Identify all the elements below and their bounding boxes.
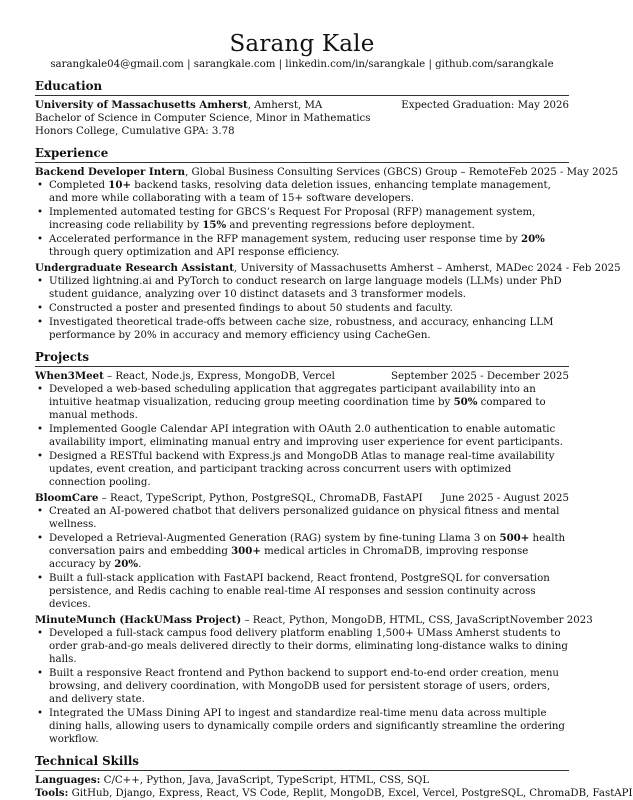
job-entry <box>35 262 621 342</box>
separator: | <box>275 59 286 70</box>
bullet-item <box>49 302 569 315</box>
job-title <box>35 166 508 179</box>
bullet-text: Integrated the UMass Dining API to ingest and standardize real-time menu data across multiple dining halls, allowing users to dynamically compile orders and significantly streamline the ordering workflow. <box>49 708 565 745</box>
candidate-name: Sarang Kale <box>229 31 375 57</box>
bullet-item <box>49 275 569 301</box>
section-title: Education <box>35 79 569 96</box>
bullet-text: backend tasks, resolving data deletion issues, enhancing template management, and more while collaborating with a team of 15+ software developers. <box>49 180 551 204</box>
job-name: Undergraduate Research Assistant <box>35 262 234 274</box>
job-date: Feb 2025 - May 2025 <box>508 167 619 178</box>
bullet-text: Developed a Retrieval-Augmented Generation (RAG) system by fine-tuning Llama 3 on <box>49 533 500 544</box>
school-name: University of Massachusetts Amherst <box>35 99 248 111</box>
bullet-text: Developed a web-based scheduling application that aggregates participant availability into an intuitive heatmap visualization, reducing group meeting coordination time by <box>49 384 536 408</box>
tools-line <box>35 787 633 800</box>
project-date: November 2023 <box>509 615 593 626</box>
project-detail: – React, TypeScript, Python, PostgreSQL, ChromaDB, FastAPI <box>98 493 423 504</box>
project-header <box>35 492 569 505</box>
github-link[interactable]: github.com/sarangkale <box>435 59 554 70</box>
bullet-text: Implemented automated testing for GBCS’s Request For Proposal (RFP) management system, increasing code reliability by <box>49 207 536 231</box>
project-entry <box>35 614 593 746</box>
job-title <box>35 262 513 275</box>
bullet-text: Completed <box>49 180 109 191</box>
tools-list: GitHub, Django, Express, React, VS Code, Replit, MongoDB, Excel, Vercel, PostgreSQL, ChromaDB, FastAPI <box>68 788 633 799</box>
projects-section <box>35 350 593 746</box>
bullet-highlight: 300+ <box>231 545 261 557</box>
bullet-item <box>49 572 569 611</box>
bullet-list <box>35 275 569 342</box>
project-title <box>35 614 510 627</box>
project-title <box>35 370 335 383</box>
degree: Bachelor of Science in Computer Science, Minor in Mathematics <box>35 113 371 124</box>
project-detail: – React, Python, MongoDB, HTML, CSS, JavaScript <box>241 615 510 626</box>
graduation-date: Expected Graduation: May 2026 <box>401 100 569 111</box>
school-location: , Amherst, MA <box>247 100 323 111</box>
project-entry <box>35 370 569 489</box>
experience-section <box>35 146 621 342</box>
bullet-item <box>49 627 569 666</box>
bullet-item <box>49 423 569 449</box>
project-detail: – React, Node.js, Express, MongoDB, Vercel <box>103 371 335 382</box>
bullet-list <box>35 627 569 746</box>
bullet-item <box>49 233 569 259</box>
bullet-highlight: 10+ <box>108 179 131 191</box>
bullet-text: Developed a full-stack campus food delivery platform enabling 1,500+ UMass Amherst students to order grab-and-go meals delivered directly to their dorms, eliminating long-distance walks to dining halls. <box>49 628 568 665</box>
bullet-item <box>49 707 569 746</box>
bullet-text: compared to manual methods. <box>49 397 546 421</box>
section-title: Experience <box>35 146 569 163</box>
section-title: Technical Skills <box>35 754 569 771</box>
bullet-text: medical articles in ChromaDB, improving response accuracy by <box>49 546 529 570</box>
bullet-text: Built a full-stack application with FastAPI backend, React frontend, PostgreSQL for conversation persistence, and Redis caching to enable real-time AI responses and session continuity across devices. <box>49 573 550 610</box>
bullet-text: Built a responsive React frontend and Python backend to support end-to-end order creation, menu browsing, and delivery coordination, with MongoDB used for persistent storage of users, orders, and delivery state. <box>49 668 559 705</box>
contact-line <box>35 58 569 71</box>
languages-list: C/C++, Python, Java, JavaScript, TypeScript, HTML, CSS, SQL <box>100 775 430 786</box>
project-header <box>35 370 569 383</box>
bullet-item <box>49 667 569 706</box>
bullet-highlight: 20% <box>520 233 545 245</box>
email-link[interactable]: sarangkale04@gmail.com <box>50 59 184 70</box>
bullet-item <box>49 179 569 205</box>
bullet-list <box>35 383 569 489</box>
job-header <box>35 166 619 179</box>
bullet-highlight: 50% <box>453 396 478 408</box>
tools-label: Tools: <box>35 787 69 799</box>
job-entry <box>35 166 619 259</box>
bullet-item <box>49 450 569 489</box>
separator: | <box>425 59 436 70</box>
project-name: MinuteMunch (HackUMass Project) <box>35 614 242 626</box>
website-link[interactable]: sarangkale.com <box>193 59 276 70</box>
honors-gpa: Honors College, Cumulative GPA: 3.78 <box>35 126 235 137</box>
education-section <box>35 79 569 138</box>
education-row <box>35 99 569 112</box>
job-header <box>35 262 621 275</box>
project-title <box>35 492 423 505</box>
bullet-highlight: 500+ <box>499 532 530 544</box>
project-list <box>35 370 593 746</box>
project-name: BloomCare <box>35 492 99 504</box>
bullet-item <box>49 505 569 531</box>
bullet-highlight: 20% <box>114 558 139 570</box>
bullet-text: Investigated theoretical trade-offs between cache size, robustness, and accuracy, enhancing LLM performance by 20% in accuracy and memory efficiency using CacheGen. <box>49 317 554 341</box>
job-detail: , University of Massachusetts Amherst – Amherst, MA <box>233 263 514 274</box>
project-name: When3Meet <box>35 370 104 382</box>
project-header <box>35 614 593 627</box>
job-detail: , Global Business Consulting Services (GBCS) Group – Remote <box>185 167 509 178</box>
linkedin-link[interactable]: linkedin.com/in/sarangkale <box>285 59 426 70</box>
bullet-text: . <box>138 559 142 570</box>
separator: | <box>183 59 194 70</box>
bullet-text: Designed a RESTful backend with Express.js and MongoDB Atlas to manage real-time availability updates, event creation, and participant tracking across concurrent users with optimized connection pooling. <box>49 451 555 488</box>
resume-page <box>35 30 633 800</box>
job-name: Backend Developer Intern <box>35 166 186 178</box>
bullet-list <box>35 179 569 259</box>
bullet-text: Implemented Google Calendar API integration with OAuth 2.0 authentication to enable automatic availability import, eliminating manual entry and improving user experience for event participants. <box>49 424 563 448</box>
bullet-item <box>49 532 569 571</box>
project-date: September 2025 - December 2025 <box>391 371 569 382</box>
bullet-text: Utilized lightning.ai and PyTorch to conduct research on large language models (LLMs) under PhD student guidance, analyzing over 10 distinct datasets and 3 transformer models. <box>49 276 562 300</box>
bullet-text: health conversation pairs and embedding <box>49 533 566 557</box>
job-date: Dec 2024 - Feb 2025 <box>513 263 621 274</box>
bullet-highlight: 15% <box>202 219 227 231</box>
bullet-item <box>49 206 569 232</box>
bullet-item <box>49 316 569 342</box>
skills-section <box>35 754 633 800</box>
job-list <box>35 166 621 342</box>
bullet-text: Created an AI-powered chatbot that delivers personalized guidance on physical fitness and mental wellness. <box>49 506 560 530</box>
bullet-text: Constructed a poster and presented findings to about 50 students and faculty. <box>49 303 453 314</box>
bullet-text: through query optimization and API response efficiency. <box>49 247 340 258</box>
section-title: Projects <box>35 350 569 367</box>
bullet-text: Accelerated performance in the RFP management system, reducing user response time by <box>49 234 521 245</box>
bullet-list <box>35 505 569 611</box>
bullet-text: and preventing regressions before deployment. <box>226 220 475 231</box>
languages-line <box>35 774 569 787</box>
project-entry <box>35 492 569 611</box>
project-date: June 2025 - August 2025 <box>441 493 569 504</box>
bullet-item <box>49 383 569 422</box>
languages-label: Languages: <box>35 774 101 786</box>
